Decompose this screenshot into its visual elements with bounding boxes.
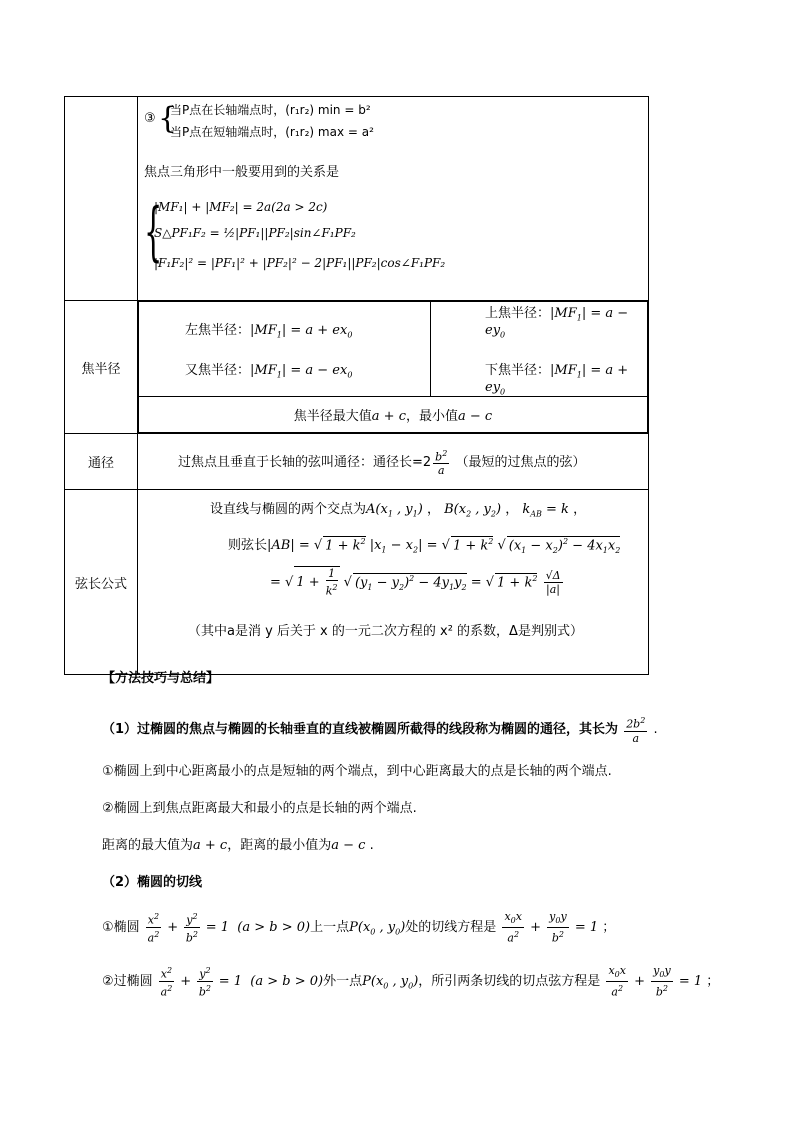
chord-line1: 设直线与椭圆的两个交点为$A(x_1$ , $y_1$) ， $B(x_2$ , $y_2$) ， $k_{AB} = k$ ，	[210, 502, 587, 519]
left-brace: {	[158, 101, 178, 136]
prop3-line1: 当P点在长轴端点时，(r₁r₂) min = b²	[170, 103, 371, 117]
horizontal-focus-cell	[139, 302, 431, 397]
prop3-block	[144, 101, 642, 143]
relation-eq1: |MF₁| + |MF₂| = 2a(2a > 2c)	[154, 200, 328, 214]
chord-line2: 则弦长|AB| = √ $1 + k^2$ $|x_1 - x_2|$ = √ $1 + k^2$ √ $(x_1 - x_2)^2 - 4x_1x_2$	[228, 537, 621, 555]
chord-note: （其中a是消 y 后关于 x 的一元二次方程的 x² 的系数，Δ是判别式）	[188, 624, 583, 640]
summary-p7: ②过椭圆 $\frac{x^2}{a^2}$ + $\frac{y^2}{b^2}$ = 1 (a > b > 0)外一点$P(x_0$ , $y_0$)，所引两条切线的切点弦方程是 $\frac{x_0x}{a^2}$ + $\frac{y_0y}{b^2}$ = 1 ；	[102, 964, 720, 999]
focal-triangle-cell	[138, 97, 649, 301]
summary-p6: ①椭圆 $\frac{x^2}{a^2}$ + $\frac{y^2}{b^2}$ = 1 (a > b > 0)上一点$P(x_0$ , $y_0$)处的切线方程是 $\frac{x_0x}{a^2}$ + $\frac{y_0y}{b^2}$ = 1 ；	[102, 910, 616, 945]
focal-triangle-intro: 焦点三角形中一般要用到的关系是	[144, 165, 340, 180]
summary-p4: 距离的最大值为a + c，距离的最小值为a − c .	[102, 838, 374, 853]
latus-rectum-cell: 过焦点且垂直于长轴的弦叫通径：通径长=2 $\frac{b^2}{a}$ （最短的过焦点的弦）	[138, 434, 649, 490]
left-focal-radius: 左焦半径：$|MF_1| = a + ex_0$	[185, 322, 353, 340]
relation-eq2: S△PF₁F₂ = ½|PF₁||PF₂|sin∠F₁PF₂	[154, 226, 356, 240]
circled-3: ③	[144, 111, 156, 126]
vertical-focus-cell	[431, 302, 648, 397]
focal-radius-cell	[138, 301, 649, 434]
lower-focal-radius: 下焦半径：$|MF_1| = a + ey_0$	[485, 363, 629, 397]
right-focal-radius: 又焦半径：$|MF_1| = a - ex_0$	[185, 363, 353, 380]
chord-line3: = √ 1 + $\frac{1}{k^2}$ √ $(y_1 - y_2)^2 - 4y_1y_2$ = √ $1 + k^2$ $\frac{√\Delta}{|a|}$	[270, 567, 561, 599]
focal-radius-label: 焦半径	[65, 301, 138, 434]
prop3-line2: 当P点在短轴端点时，(r₁r₂) max = a²	[170, 125, 374, 139]
summary-heading: 【方法技巧与总结】	[102, 671, 220, 686]
chord-length-cell	[138, 490, 649, 675]
latus-rectum-label: 通径	[65, 434, 138, 490]
row1-label-cell	[65, 97, 138, 301]
summary-p1: （1）过椭圆的焦点与椭圆的长轴垂直的直线被椭圆所截得的线段称为椭圆的通径，其长为 $\frac{2b^2}{a}$ .	[102, 716, 658, 745]
ellipse-properties-table	[64, 96, 649, 675]
relation-eq3: |F₁F₂|² = |PF₁|² + |PF₂|² − 2|PF₁||PF₂|cos∠F₁PF₂	[154, 256, 446, 270]
summary-p5: （2）椭圆的切线	[102, 875, 203, 890]
focal-radius-inner	[138, 301, 648, 433]
system-brace: {	[144, 195, 163, 269]
focal-radius-extremes: 焦半径最大值a + c，最小值a − c	[139, 397, 648, 433]
summary-p2: ①椭圆上到中心距离最小的点是短轴的两个端点，到中心距离最大的点是长轴的两个端点.	[102, 764, 612, 779]
chord-length-label: 弦长公式	[65, 490, 138, 675]
summary-p3: ②椭圆上到焦点距离最大和最小的点是长轴的两个端点.	[102, 801, 417, 816]
upper-focal-radius: 上焦半径：$|MF_1| = a - ey_0$	[485, 306, 629, 340]
relation-system	[144, 195, 642, 278]
